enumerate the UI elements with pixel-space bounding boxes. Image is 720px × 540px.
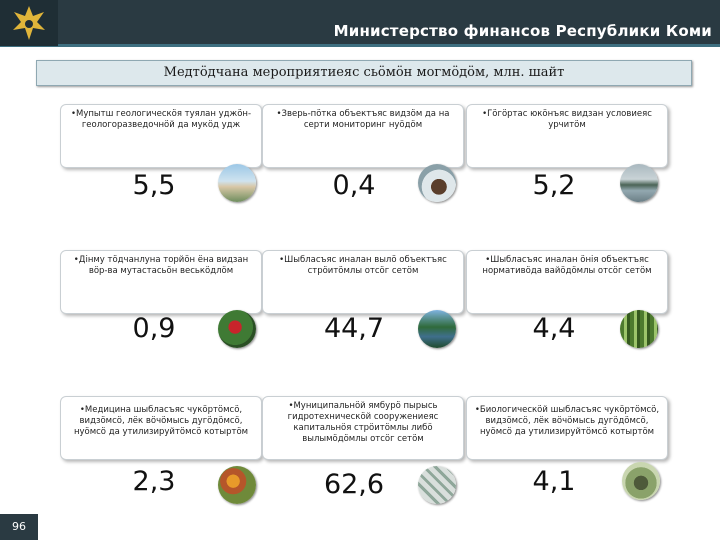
berries-icon	[218, 310, 256, 348]
organization-title: Министерство финансов Республики Коми	[333, 22, 712, 40]
card-waste-existing-objects	[466, 250, 668, 314]
slide-title-box	[36, 60, 692, 86]
card-value: 2,3	[132, 466, 176, 497]
card-geology	[60, 104, 262, 168]
card-value: 4,4	[532, 313, 576, 344]
birds-icon	[622, 462, 660, 500]
card-value: 0,9	[132, 313, 176, 344]
card-value: 5,5	[132, 170, 176, 201]
republic-emblem-icon	[0, 0, 58, 46]
card-value: 4,1	[532, 466, 576, 497]
card-value: 0,4	[332, 170, 376, 201]
dam-icon	[418, 466, 456, 504]
page-number: 96	[0, 514, 38, 540]
card-protected-areas	[60, 250, 262, 314]
card-text: •Медицина шыбласъяс чукӧртӧмсӧ, видзӧмсӧ, лёк вӧчӧмысь дугӧдӧмсӧ, нуӧмсӧ да утилизируйтӧмсӧ котыртӧм	[73, 405, 249, 437]
card-text: •Шыбласъяс иналан вылӧ объектъяс стрӧитӧмлы отсӧг сетӧм	[279, 255, 447, 276]
mushrooms-icon	[218, 466, 256, 504]
card-waste-new-objects	[262, 250, 464, 314]
card-territories	[466, 104, 668, 168]
header-bar	[0, 0, 720, 46]
header-accent-line	[0, 44, 720, 47]
card-wildlife	[262, 104, 464, 168]
card-value: 44,7	[323, 313, 385, 344]
card-medical-waste	[60, 396, 262, 460]
card-text: •Дiнму тӧдчанлуна торйӧн ёна видзан вӧр-ва мутастасьӧн веськӧдлӧм	[73, 255, 249, 276]
card-hydro-structures	[262, 396, 464, 460]
card-value: 5,2	[532, 170, 576, 201]
card-text: •Биологическӧй шыбласъяс чукӧртӧмсӧ, видзӧмсӧ, лёк вӧчӧмысь дугӧдӧмсӧ, нуӧмсӧ да утилизируйтӧмсӧ котыртӧм	[474, 405, 660, 437]
trees-icon	[620, 310, 658, 348]
card-text: •Муниципальнӧй ямбурӧ пырысь гидротехническӧй сооружениеяс капитальнӧя стрӧитӧмлы либӧ вылымӧдӧмлы отсӧг сетӧм	[287, 401, 439, 444]
lake-icon	[620, 164, 658, 202]
card-value: 62,6	[323, 469, 385, 500]
card-text: •Мупытш геологическӧя туялан уджӧн-геологоразведочнӧй да мукӧд удж	[70, 109, 252, 130]
card-text: •Зверь-пӧтка объектъяс видзӧм да на серти мониторинг нуӧдӧм	[276, 109, 450, 130]
deer-icon	[418, 164, 456, 202]
slide-title: Медтӧдчана мероприятиеяс сьӧмӧн могмӧдӧм, млн. шайт	[163, 65, 565, 80]
coast-icon	[218, 164, 256, 202]
forest-river-icon	[418, 310, 456, 348]
card-text: •Гӧгӧртас юкӧнъяс видзан условиеяс урчитӧм	[482, 109, 652, 130]
card-biological-waste	[466, 396, 668, 460]
card-text: •Шыбласъяс иналан öнiя объектъяс нормативӧда вайӧдӧмлы отсӧг сетӧм	[482, 255, 652, 276]
left-margin	[0, 92, 40, 540]
